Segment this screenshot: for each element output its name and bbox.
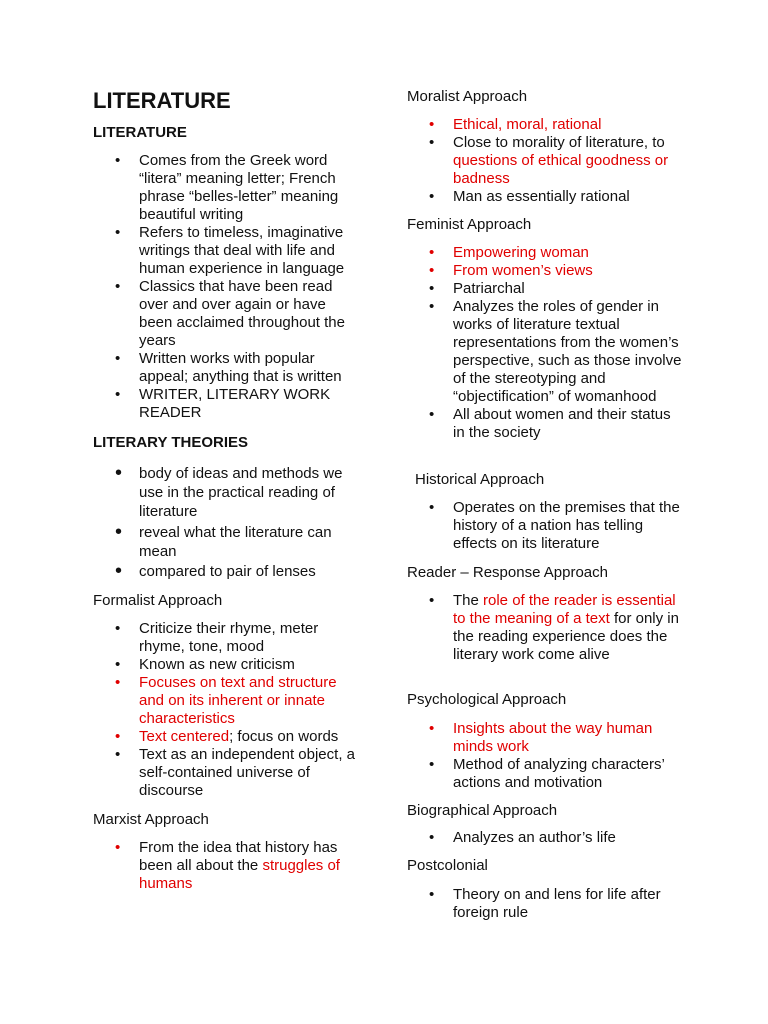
postcolonial-list (407, 886, 682, 922)
bullet-icon: • (115, 386, 121, 403)
bullet-icon: • (429, 406, 435, 423)
bullet-icon: • (115, 560, 123, 582)
postcolonial-heading: Postcolonial (407, 857, 488, 874)
list-item: • Known as new criticism (115, 656, 295, 673)
moralist-heading: Moralist Approach (407, 88, 528, 105)
list-item: • Method of analyzing characters’ actions and motivation (429, 756, 665, 791)
bullet-icon: • (115, 620, 121, 637)
bullet-icon: • (429, 188, 435, 205)
list-item: • Close to morality of literature, to questions of ethical goodness or badness (429, 134, 669, 187)
literary-theories-heading: LITERARY THEORIES (93, 434, 249, 451)
bullet-icon: • (115, 462, 123, 484)
moralist-list (407, 116, 682, 206)
feminist-heading: Feminist Approach (407, 216, 532, 233)
bullet-icon: • (115, 152, 121, 169)
list-item: • Insights about the way human minds work (429, 720, 653, 755)
biographical-heading: Biographical Approach (407, 802, 558, 819)
bullet-icon: • (429, 886, 435, 903)
bullet-icon: • (115, 656, 121, 673)
list-item: • compared to pair of lenses (115, 560, 316, 582)
list-item: • Theory on and lens for life after foreign rule (429, 886, 661, 921)
bullet-icon: • (429, 499, 435, 516)
psychological-list (407, 720, 682, 792)
formalist-heading: Formalist Approach (93, 592, 223, 609)
list-item: • Refers to timeless, imaginative writings that deal with life and human experience in language (115, 224, 345, 277)
reader-response-list (407, 592, 682, 664)
bullet-icon: • (429, 116, 435, 133)
marxist-heading: Marxist Approach (93, 811, 209, 828)
bullet-icon: • (429, 720, 435, 737)
psychological-heading: Psychological Approach (407, 691, 567, 708)
literature-heading: LITERATURE (93, 124, 187, 141)
list-item: • reveal what the literature can mean (115, 520, 332, 560)
bullet-icon: • (429, 134, 435, 151)
list-item: • Empowering woman (429, 244, 589, 261)
list-item: • Written works with popular appeal; anything that is written (115, 350, 342, 385)
bullet-icon: • (429, 592, 435, 609)
bullet-icon: • (115, 746, 121, 763)
bullet-icon: • (115, 224, 121, 241)
list-item: • Text as an independent object, a self-contained universe of discourse (115, 746, 355, 799)
bullet-icon: • (429, 756, 435, 773)
list-item: • The role of the reader is essential to the meaning of a text for only in the reading experience does the literary work come alive (429, 592, 679, 663)
bullet-icon: • (115, 839, 121, 856)
reader-response-heading: Reader – Response Approach (407, 564, 608, 581)
bullet-icon: • (115, 520, 123, 543)
bullet-icon: • (115, 350, 121, 367)
list-item: • WRITER, LITERARY WORK READER (115, 386, 331, 421)
bullet-icon: • (115, 278, 121, 295)
page-title: LITERATURE (93, 88, 231, 113)
theories-list (93, 464, 363, 583)
list-item: • From women’s views (429, 262, 593, 279)
list-item: • Operates on the premises that the history of a nation has telling effects on its literature (429, 499, 680, 552)
literature-list (93, 152, 363, 422)
historical-list (407, 499, 682, 553)
list-item: • Comes from the Greek word “litera” meaning letter; French phrase “belles-letter” meaning beautiful writing (115, 152, 339, 223)
historical-heading: Historical Approach (415, 471, 545, 488)
bullet-icon: • (429, 298, 435, 315)
bullet-icon: • (429, 280, 435, 297)
marxist-list (93, 839, 363, 893)
feminist-list (407, 244, 682, 442)
list-item: • From the idea that history has been all about the struggles of humans (115, 839, 340, 892)
list-item: • Analyzes an author’s life (429, 829, 616, 846)
list-item: • body of ideas and methods we use in the practical reading of literature (115, 462, 343, 520)
list-item: • Focuses on text and structure and on its inherent or innate characteristics (115, 674, 337, 727)
bullet-icon: • (429, 829, 435, 846)
biographical-list (407, 829, 682, 847)
list-item: • Classics that have been read over and over again or have been acclaimed throughout the years (115, 278, 345, 349)
bullet-icon: • (429, 244, 435, 261)
list-item: • Patriarchal (429, 280, 525, 297)
list-item: • Ethical, moral, rational (429, 116, 602, 133)
formalist-list (93, 620, 363, 800)
bullet-icon: • (115, 728, 121, 745)
list-item: • Man as essentially rational (429, 188, 630, 205)
list-item: • Criticize their rhyme, meter rhyme, tone, mood (115, 620, 319, 655)
list-item: • Analyzes the roles of gender in works of literature textual representations from the women’s perspective, such as those involve of the stereotyping and “objectification” of womanhood (429, 298, 682, 405)
bullet-icon: • (115, 674, 121, 691)
bullet-icon: • (429, 262, 435, 279)
list-item: • All about women and their status in the society (429, 406, 671, 441)
list-item: • Text centered; focus on words (115, 728, 339, 745)
